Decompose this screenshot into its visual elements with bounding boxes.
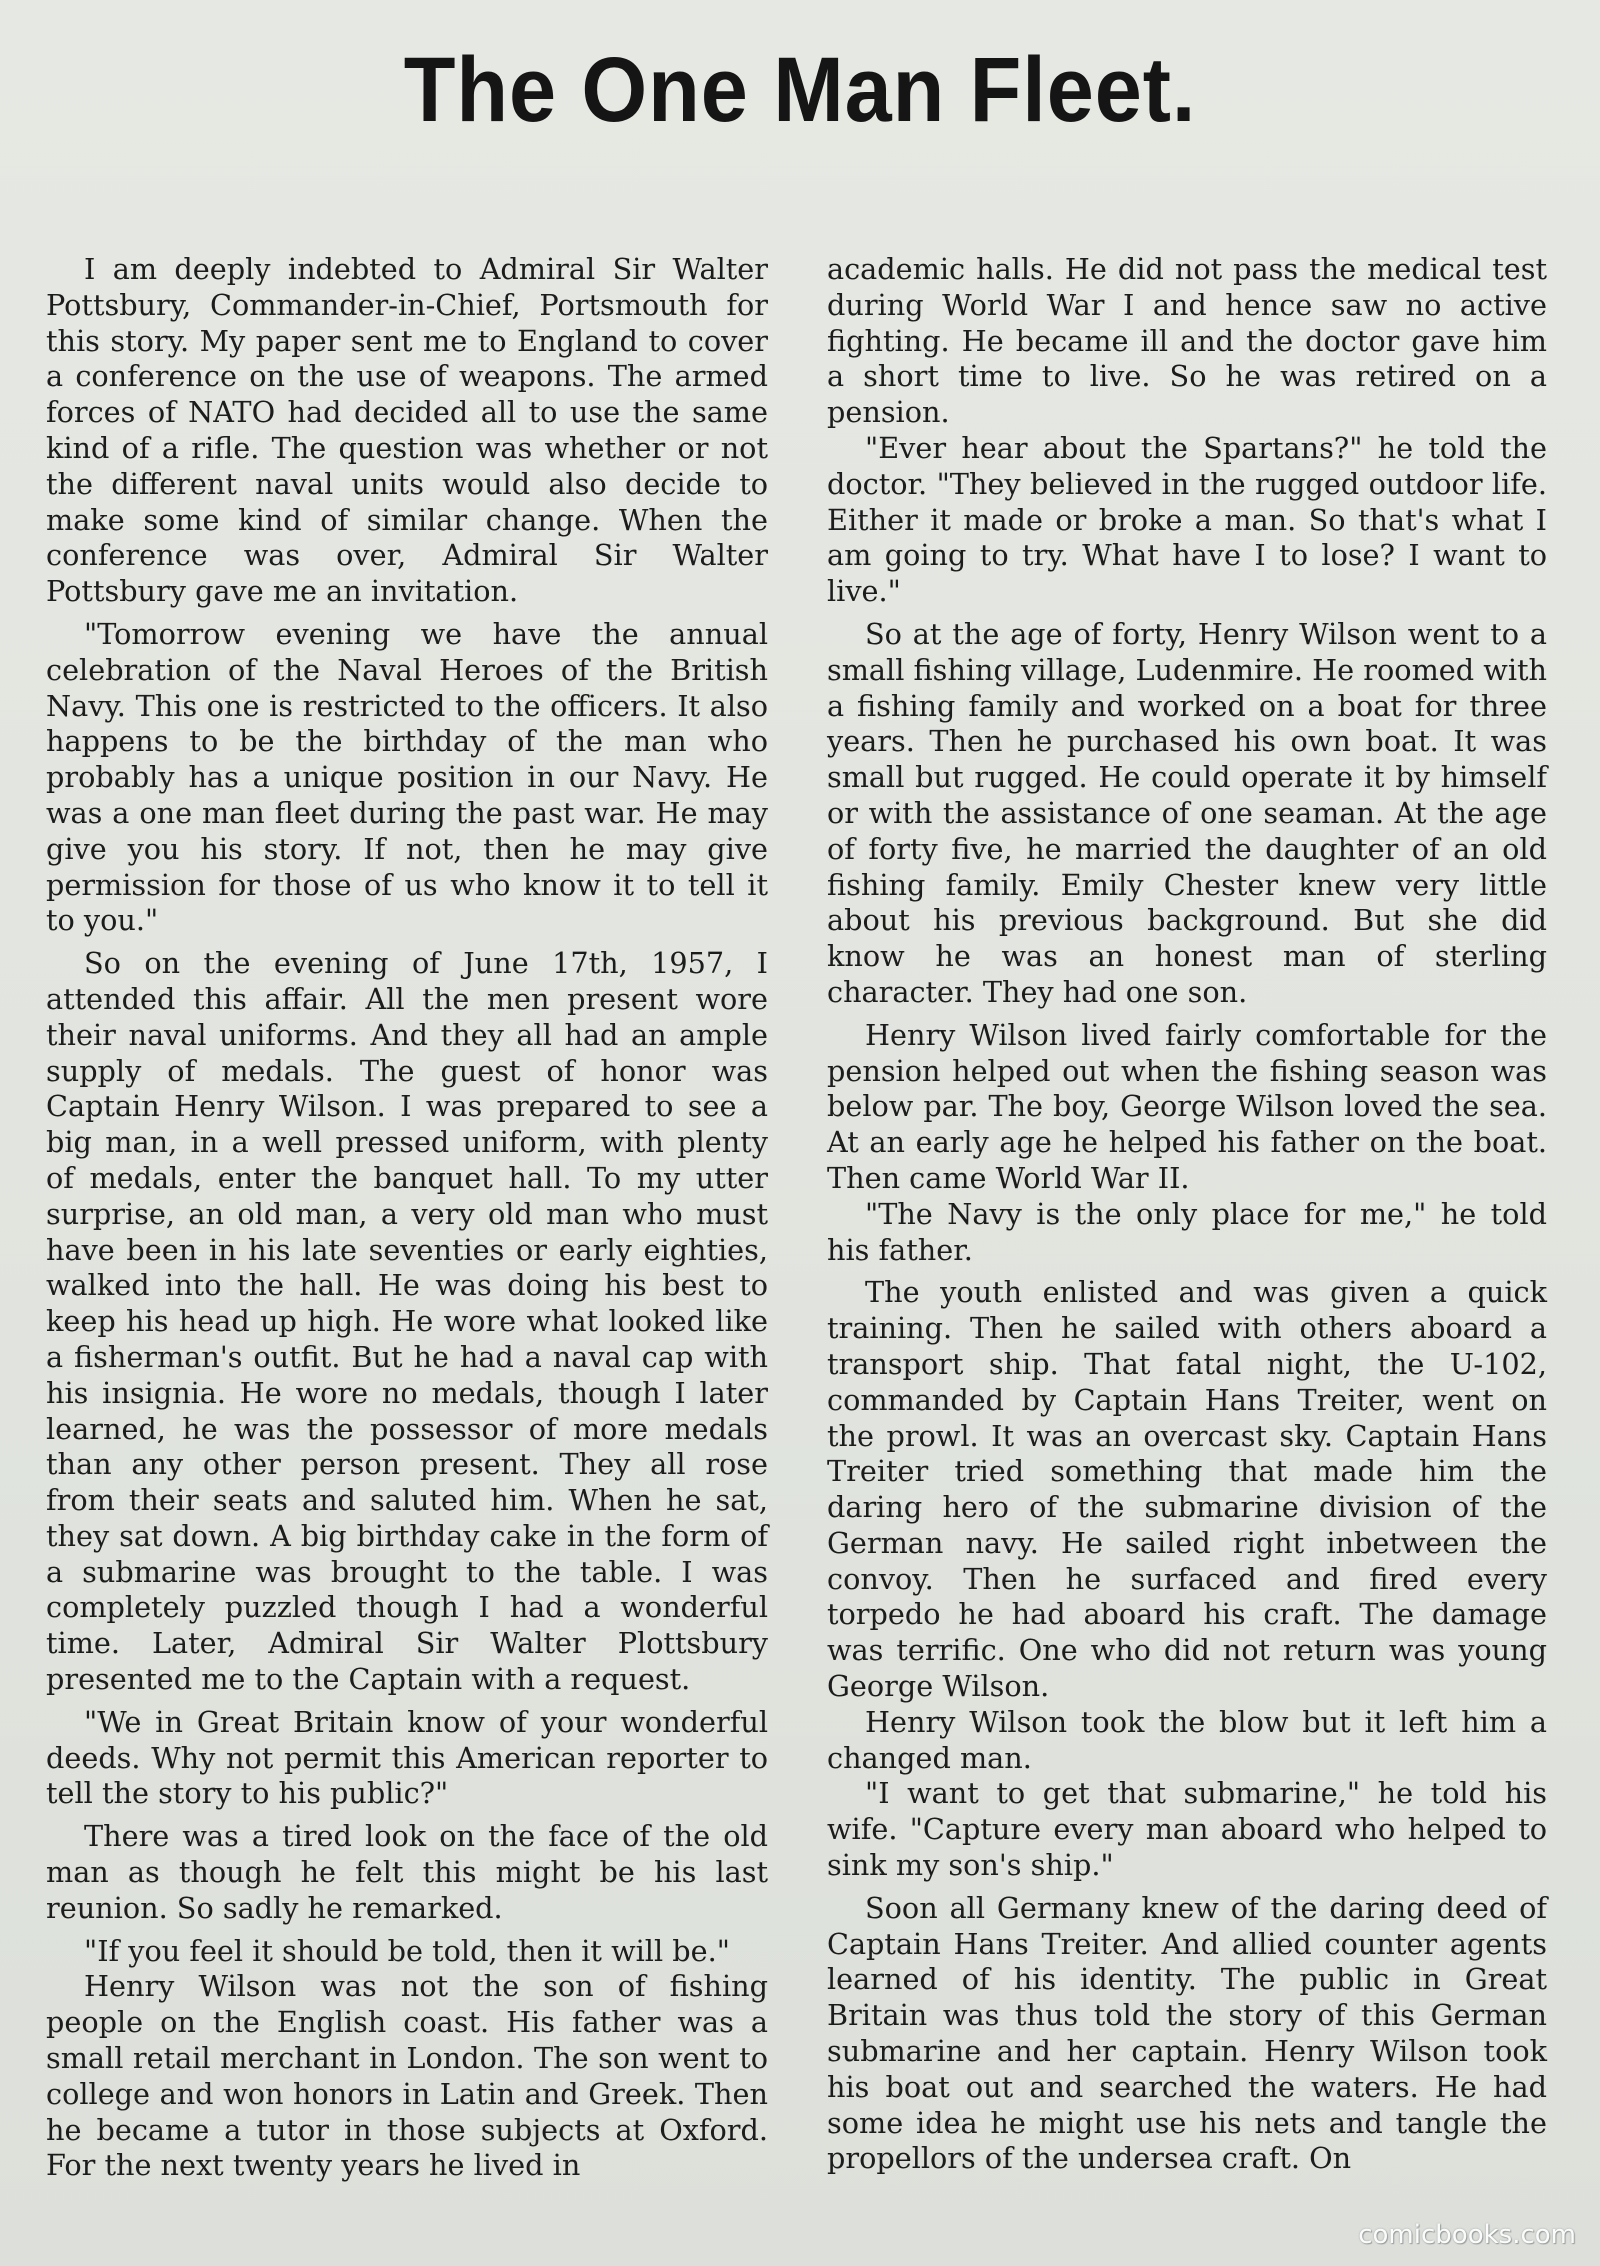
paragraph: The youth enlisted and was given a quick training. Then he sailed with others aboard a transport ship. That fatal night, the U-102, commanded by Captain Hans Treiter, went on the prowl. It was an overcast sky. Captain Hans Treiter tried something that made him the daring hero of the submarine division of the German navy. He sailed right inbetween the convoy. Then he surfaced and fired every torpedo he had aboard his craft. The damage was terrific. One who did not return was young George Wilson. [827,1275,1547,1704]
paragraph: Henry Wilson lived fairly comfortable for the pension helped out when the fishing season was below par. The boy, George Wilson loved the sea. At an early age he helped his father on the boat. Then came World War II. [827,1017,1547,1195]
paragraph: "We in Great Britain know of your wonderful deeds. Why not permit this American reporter to tell the story to his public?" [46,1704,768,1811]
article-title: The One Man Fleet. [403,39,1197,141]
paragraph: So on the evening of June 17th, 1957, I attended this affair. All the men present wore their naval uniforms. And they all had an ample supply of medals. The guest of honor was Captain Henry Wilson. I was prepared to see a big man, in a well pressed uniform, with plenty of medals, enter the banquet hall. To my utter surprise, an old man, a very old man who must have been in his late seventies or early eighties, walked into the hall. He was doing his best to keep his head up high. He wore what looked like a fisherman's outfit. But he had a naval cap with his insignia. He wore no medals, though I later learned, he was the possessor of more medals than any other person present. They all rose from their seats and saluted him. When he sat, they sat down. A big birthday cake in the form of a submarine was brought to the table. I was completely puzzled though I had a wonderful time. Later, Admiral Sir Walter Plottsbury presented me to the Captain with a request. [46,946,768,1697]
paragraph: So at the age of forty, Henry Wilson went to a small fishing village, Ludenmire. He roomed with a fishing family and worked on a boat for three years. Then he purchased his own boat. It was small but rugged. He could operate it by himself or with the assistance of one seaman. At the age of forty five, he married the daughter of an old fishing family. Emily Chester knew very little about his previous background. But she did know he was an honest man of sterling character. They had one son. [827,616,1547,1009]
site-watermark: comicbooks.com [1358,2220,1576,2250]
paragraph: "The Navy is the only place for me," he told his father. [827,1196,1547,1267]
paragraph: Henry Wilson was not the son of fishing people on the English coast. His father was a small retail merchant in London. The son went to college and won honors in Latin and Greek. Then he became a tutor in those subjects at Oxford. For the next twenty years he lived in [46,1969,768,2183]
paragraph: "Tomorrow evening we have the annual celebration of the Naval Heroes of the British Navy. This one is restricted to the officers. It also happens to be the birthday of the man who probably has a unique position in our Navy. He was a one man fleet during the past war. He may give you his story. If not, then he may give permission for those of us who know it to tell it to you." [46,616,768,938]
paragraph: Henry Wilson took the blow but it left him a changed man. [827,1704,1547,1775]
paragraph: There was a tired look on the face of the old man as though he felt this might be his last reunion. So sadly he remarked. [46,1819,768,1925]
paragraph: "I want to get that submarine," he told his wife. "Capture every man aboard who helped to sink my son's ship." [827,1776,1547,1883]
paragraph: "Ever hear about the Spartans?" he told the doctor. "They believed in the rugged outdoor life. Either it made or broke a man. So that's what I am going to try. What have I to lose? I want to live." [827,430,1547,609]
left-column [46,252,768,2191]
paragraph: academic halls. He did not pass the medical test during World War I and hence saw no active fighting. He became ill and the doctor gave him a short time to live. So he was retired on a pension. [827,252,1547,430]
right-column [827,252,1547,2184]
paragraph: I am deeply indebted to Admiral Sir Walter Pottsbury, Commander-in-Chief, Portsmouth for this story. My paper sent me to England to cover a conference on the use of weapons. The armed forces of NATO had decided all to use the same kind of a rifle. The question was whether or not the different naval units would also decide to make some kind of similar change. When the conference was over, Admiral Sir Walter Pottsbury gave me an invitation. [46,252,768,609]
paragraph: Soon all Germany knew of the daring deed of Captain Hans Treiter. And allied counter agents learned of his identity. The public in Great Britain was thus told the story of this German submarine and her captain. Henry Wilson took his boat out and searched the waters. He had some idea he might use his nets and tangle the propellors of the undersea craft. On [827,1890,1547,2176]
paragraph: "If you feel it should be told, then it will be." [84,1933,730,1968]
